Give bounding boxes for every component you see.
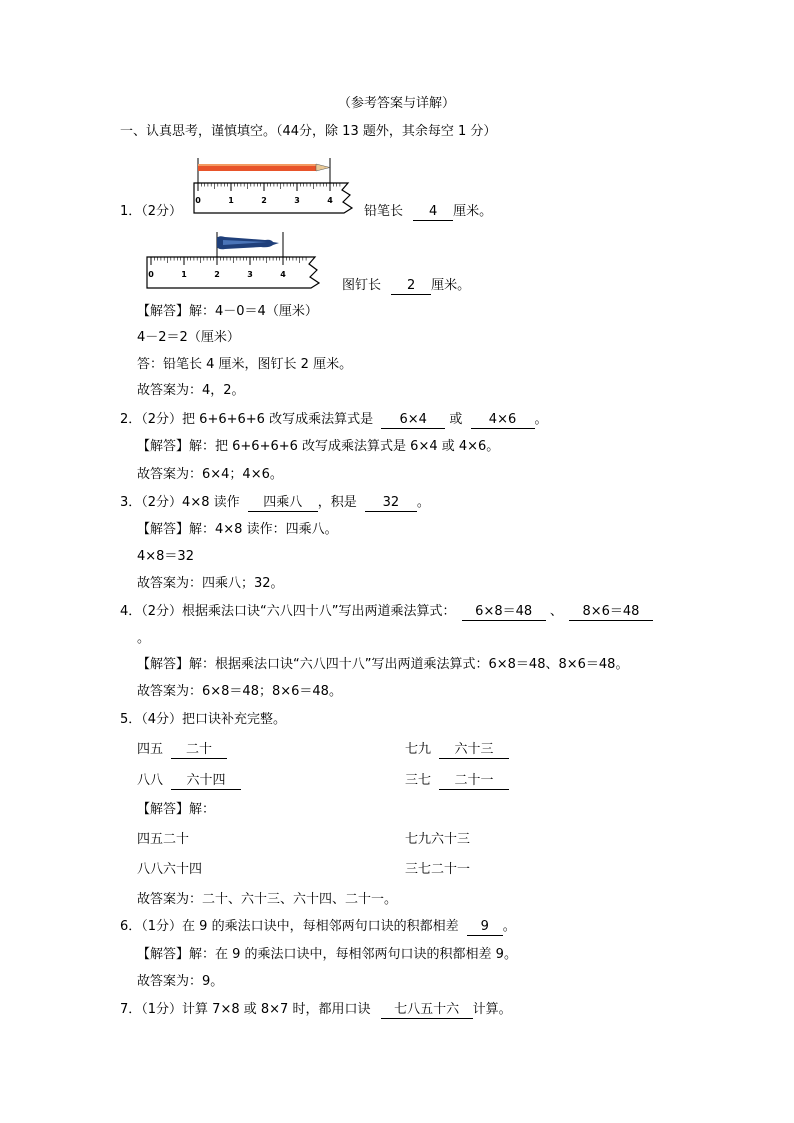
- q5-solution-item: 七九六十三: [405, 832, 471, 847]
- solution-tag: 【解答】: [137, 304, 190, 319]
- q2-solution-text: 解：把 6+6+6+6 改写成乘法算式是 6×4 或 4×6。: [189, 439, 500, 454]
- q1-nail-line: [342, 277, 470, 295]
- q6-question: [120, 918, 516, 936]
- q3-number: 3．（2分）: [120, 495, 183, 510]
- q4-number: 4．（2分）: [120, 604, 183, 619]
- q7-text: 计算 7×8 或 8×7 时，都用口诀: [182, 1002, 371, 1017]
- ruler-label: 2: [261, 196, 267, 205]
- q5-item-prefix: 八八: [137, 773, 164, 788]
- section-title: 一、认真思考，谨慎填空。（44分，除 13 题外，其余每空 1 分）: [120, 124, 497, 139]
- q5-item-answer: 二十: [171, 742, 227, 759]
- q3-answer-2: 32: [365, 495, 417, 512]
- q1-pencil-unit: 厘米。: [453, 204, 493, 219]
- q3-final-answer: 故答案为：四乘八；32。: [137, 576, 284, 591]
- ruler-label: 3: [294, 196, 300, 205]
- q5-number: 5．（4分）: [120, 712, 183, 727]
- q1-solution-line-2: 4－2＝2（厘米）: [137, 330, 240, 345]
- q2-answer-2: 4×6: [471, 412, 535, 429]
- q2-text: 把 6+6+6+6 改写成乘法算式是: [182, 412, 374, 427]
- pencil-ruler-figure: [192, 155, 362, 217]
- q1-pencil-answer: 4: [413, 204, 453, 221]
- q6-answer: 9: [467, 919, 503, 936]
- q3-mid: ，积是: [317, 495, 357, 510]
- nail-ruler-figure: [143, 230, 333, 292]
- pencil-tip: [316, 164, 330, 171]
- q5-solution-text: 解：: [189, 802, 216, 817]
- q5-solution-item: 八八六十四: [137, 862, 203, 877]
- solution-tag: 【解答】: [137, 657, 190, 672]
- q3-solution: [137, 521, 338, 539]
- q4-solution: [137, 656, 628, 674]
- q1-nail-unit: 厘米。: [431, 278, 471, 293]
- q6-end: 。: [502, 919, 516, 934]
- q3-question: [120, 494, 430, 512]
- q5-item: [405, 741, 509, 759]
- q2-or: 或: [449, 412, 463, 427]
- q4-solution-text: 解：根据乘法口诀“六八四十八”写出两道乘法算式：6×8＝48、8×6＝48。: [189, 657, 629, 672]
- q3-end: 。: [416, 495, 430, 510]
- q5-solution-item: 四五二十: [137, 832, 190, 847]
- q3-solution-text: 解：4×8 读作：四乘八。: [189, 522, 338, 537]
- q1-final-answer: 故答案为：4，2。: [137, 383, 245, 398]
- ruler-label: 1: [181, 270, 187, 279]
- ruler-label: 4: [280, 270, 286, 279]
- ruler-label: 3: [247, 270, 253, 279]
- q4-end: 。: [137, 631, 151, 646]
- q6-solution: [137, 946, 517, 964]
- q7-number: 7．（1分）: [120, 1002, 183, 1017]
- q7-answer: 七八五十六: [381, 1002, 473, 1019]
- q6-solution-text: 解：在 9 的乘法口诀中，每相邻两句口诀的积都相差 9。: [189, 947, 517, 962]
- q6-number: 6．（1分）: [120, 919, 183, 934]
- q1-solution-line-3: 答：铅笔长 4 厘米，图钉长 2 厘米。: [137, 357, 353, 372]
- q2-answer-1: 6×4: [381, 412, 445, 429]
- q4-answer-1: 6×8＝48: [462, 604, 546, 621]
- q3-text: 4×8 读作: [182, 495, 240, 510]
- q5-final-answer: 故答案为：二十、六十三、六十四、二十一。: [137, 892, 398, 907]
- q4-question: [120, 603, 653, 621]
- ruler: [147, 257, 319, 288]
- ruler-label: 2: [214, 270, 220, 279]
- q1-solution: [137, 303, 318, 321]
- q5-question: [120, 711, 286, 729]
- q5-item: [405, 772, 509, 790]
- q3-solution-line-2: 4×8＝32: [137, 549, 194, 564]
- q1-pencil-label: 铅笔长: [364, 204, 404, 219]
- q1-pencil-line: [364, 203, 492, 221]
- q2-final-answer: 故答案为：6×4；4×6。: [137, 467, 283, 482]
- solution-tag: 【解答】: [137, 439, 190, 454]
- q4-answer-2: 8×6＝48: [569, 604, 653, 621]
- q2-question: [120, 411, 548, 429]
- solution-tag: 【解答】: [137, 802, 190, 817]
- q4-separator: 、: [549, 604, 563, 619]
- q7-question: [120, 1001, 512, 1019]
- page-title: （参考答案与详解）: [338, 96, 456, 111]
- q1-solution-line-1: 解：4－0＝4（厘米）: [189, 304, 318, 319]
- q6-text: 在 9 的乘法口诀中，每相邻两句口诀的积都相差: [182, 919, 459, 934]
- ruler-label: 4: [327, 196, 333, 205]
- q2-end: 。: [534, 412, 548, 427]
- q2-solution: [137, 438, 499, 456]
- q4-final-answer: 故答案为：6×8＝48；8×6＝48。: [137, 684, 342, 699]
- q1-nail-answer: 2: [391, 278, 431, 295]
- q5-item: [137, 741, 227, 759]
- q5-item-answer: 六十四: [171, 773, 241, 790]
- q5-item-prefix: 七九: [405, 742, 432, 757]
- q5-text: 把口诀补充完整。: [182, 712, 287, 727]
- q2-number: 2．（2分）: [120, 412, 183, 427]
- ruler-label: 1: [228, 196, 234, 205]
- solution-tag: 【解答】: [137, 947, 190, 962]
- q4-text: 根据乘法口诀“六八四十八”写出两道乘法算式：: [182, 604, 456, 619]
- q6-final-answer: 故答案为：9。: [137, 974, 224, 989]
- q5-item-prefix: 四五: [137, 742, 164, 757]
- q1-nail-label: 图钉长: [342, 278, 382, 293]
- ruler-label: 0: [195, 196, 201, 205]
- q5-item: [137, 772, 241, 790]
- solution-tag: 【解答】: [137, 522, 190, 537]
- q5-solution: [137, 801, 215, 819]
- q7-end: 计算。: [472, 1002, 512, 1017]
- q5-solution-item: 三七二十一: [405, 862, 471, 877]
- q1-number: 1．（2分）: [120, 204, 183, 219]
- q5-item-answer: 六十三: [439, 742, 509, 759]
- ruler-label: 0: [148, 270, 154, 279]
- q5-item-prefix: 三七: [405, 773, 432, 788]
- q3-answer-1: 四乘八: [248, 495, 318, 512]
- q5-item-answer: 二十一: [439, 773, 509, 790]
